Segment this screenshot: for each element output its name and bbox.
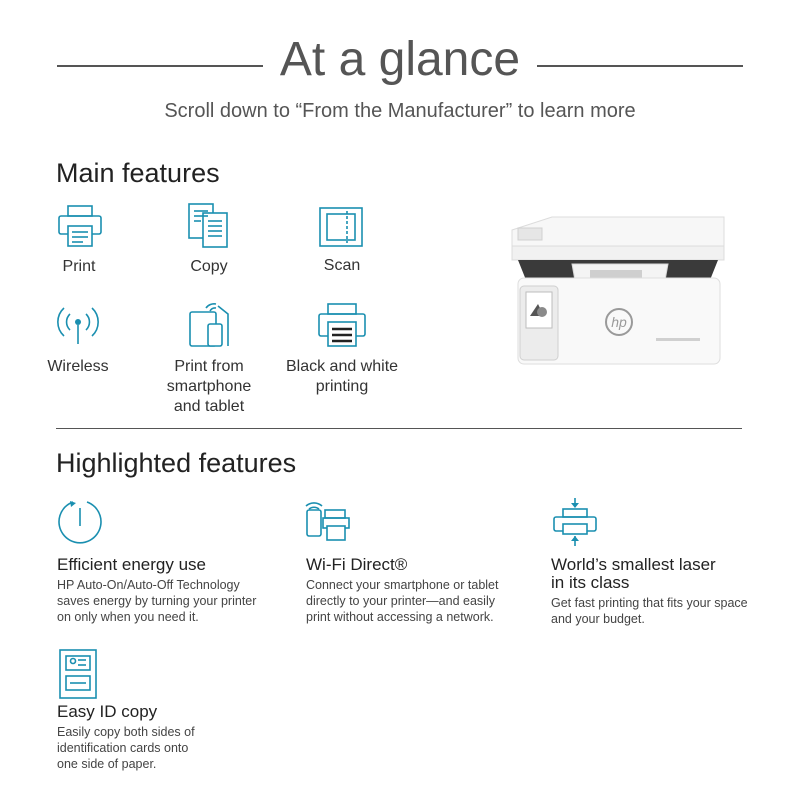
- main-features-heading: Main features: [56, 158, 220, 188]
- svg-text:hp: hp: [611, 314, 627, 330]
- highlight-title-id-copy: Easy ID copy: [57, 702, 158, 721]
- feature-label-print: Print: [62, 258, 96, 275]
- highlight-title-wifi-direct: Wi-Fi Direct®: [306, 555, 408, 574]
- feature-label-smartphone: Print from smartphone and tablet: [166, 358, 252, 415]
- highlight-desc-energy: HP Auto-On/Auto-Off Technology saves energy by turning your printer on only when you need it.: [57, 578, 257, 624]
- id-card-icon: [56, 648, 108, 700]
- feature-label-wireless: Wireless: [47, 358, 109, 375]
- feature-label-copy: Copy: [190, 258, 228, 275]
- power-icon: [54, 496, 106, 548]
- printer-icon: [55, 200, 107, 252]
- wireless-signal-icon: [52, 300, 104, 352]
- product-printer-image: [498, 212, 738, 372]
- copy-documents-icon: [183, 200, 235, 252]
- compact-printer-icon: [549, 496, 601, 548]
- highlight-desc-wifi-direct: Connect your smartphone or tablet directly to your printer—and easily print without accessing a network.: [306, 578, 499, 624]
- highlight-desc-id-copy: Easily copy both sides of identification cards onto one side of paper.: [57, 725, 195, 771]
- scan-icon: [316, 202, 368, 254]
- section-divider: [56, 428, 742, 429]
- feature-label-scan: Scan: [323, 257, 361, 274]
- page-subtitle: Scroll down to “From the Manufacturer” to learn more: [164, 100, 636, 122]
- highlight-desc-smallest-laser: Get fast printing that fits your space and your budget.: [551, 596, 748, 626]
- page-title: At a glance: [279, 33, 521, 86]
- mobile-devices-icon: [184, 300, 236, 352]
- wifi-direct-icon: [303, 496, 355, 548]
- highlight-title-energy: Efficient energy use: [57, 555, 206, 574]
- highlight-title-smallest-laser: World’s smallest laser in its class: [551, 555, 716, 592]
- feature-label-bw-printing: Black and white printing: [285, 358, 399, 395]
- bw-printer-icon: [316, 300, 368, 352]
- highlighted-features-heading: Highlighted features: [56, 448, 297, 478]
